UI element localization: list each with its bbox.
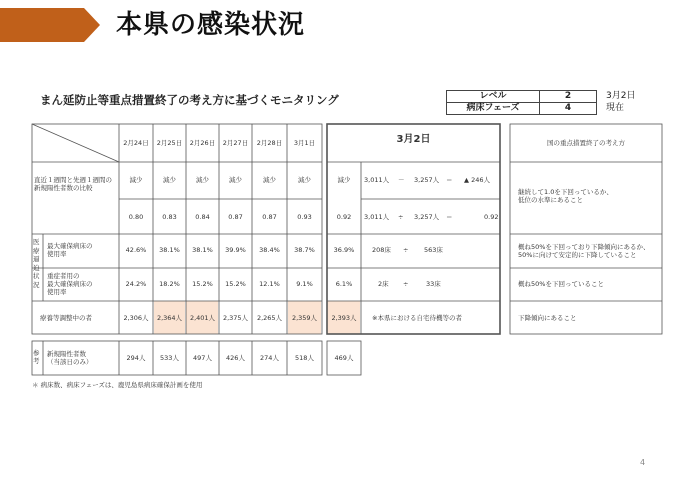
severe-usage-cell: 12.1%	[259, 280, 280, 288]
bed-calc-op: ÷	[403, 246, 409, 254]
row-label-daily-new	[47, 350, 93, 366]
bed-usage-cell: 39.9%	[225, 246, 246, 254]
daily-new-cell: 426人	[226, 354, 245, 362]
recuperation-cell: 2,375人	[222, 314, 249, 322]
severe-usage-cell: 15.2%	[225, 280, 246, 288]
severe-calc-a: 2床	[378, 280, 389, 288]
recuperation-cell: 2,306人	[123, 314, 149, 322]
bed-usage-label-line: 使用率	[47, 250, 67, 258]
calc-diff-op: －	[398, 176, 405, 184]
date-header: 2月27日	[222, 139, 249, 147]
calc-diff-eq: ＝	[446, 176, 453, 184]
severe-usage-label-line: 使用率	[47, 288, 67, 296]
trend-cell: 減少	[298, 176, 311, 184]
daily-new-cell: 518人	[295, 354, 314, 362]
bed-usage-label-line: 最大確保病床の	[47, 242, 93, 250]
calc-ratio-result: 0.92	[484, 213, 499, 221]
severe-calc-op: ÷	[403, 280, 409, 288]
recuperation-note: ※本県における自宅待機等の者	[372, 314, 462, 322]
date-header: 2月28日	[256, 139, 283, 147]
calc-diff-b: 3,257人	[414, 176, 440, 184]
as-of-date-value: 3月2日	[606, 91, 636, 101]
daily-new-cell: 497人	[193, 354, 212, 362]
daily-new-cell: 533人	[160, 354, 179, 362]
calc-ratio-op: ÷	[398, 213, 404, 221]
criteria-line: 低位の水準にあること	[518, 196, 583, 204]
current-recuperation-cell: 2,393人	[331, 314, 357, 322]
current-bed-usage-cell: 36.9%	[333, 246, 355, 254]
criteria-severe-usage: 概ね50%を下回っていること	[518, 280, 604, 288]
date-header: 2月26日	[189, 139, 216, 147]
severe-calc-b: 33床	[426, 280, 441, 288]
current-trend-cell: 減少	[337, 176, 351, 184]
criteria-header: 国の重点措置終了の考え方	[547, 139, 625, 147]
severe-usage-cell: 9.1%	[296, 280, 313, 288]
trend-cell: 減少	[263, 176, 276, 184]
criteria-line: 50%に向けて安定的に下降していること	[518, 251, 637, 259]
row-label-severe-usage	[47, 272, 93, 296]
recuperation-cell: 2,359人	[291, 314, 318, 322]
severe-usage-cell: 15.2%	[192, 280, 213, 288]
current-ratio-cell: 0.92	[336, 213, 352, 221]
recuperation-cell: 2,364人	[156, 314, 183, 322]
group-label-ref: 参考	[33, 349, 40, 365]
calc-diff-a: 3,011人	[364, 176, 390, 184]
row-label-recuperation: 療養等調整中の者	[40, 314, 92, 322]
bed-usage-cell: 38.4%	[259, 246, 280, 254]
page-title: 本県の感染状況	[116, 10, 306, 40]
bed-usage-cell: 38.1%	[159, 246, 180, 254]
group-label-medical: 医療逼迫状況	[33, 238, 40, 289]
ratio-cell: 0.83	[162, 213, 177, 221]
trend-cell: 減少	[163, 176, 176, 184]
severe-usage-label-line: 重症者用の	[47, 272, 80, 280]
daily-new-label-line: 新規陽性者数	[47, 350, 86, 358]
criteria-line: 概ね50%を下回っており下降傾向にあるか、	[518, 243, 650, 251]
phase-label: 病床フェーズ	[447, 103, 540, 115]
daily-new-cell: 274人	[260, 354, 279, 362]
bed-usage-cell: 42.6%	[125, 246, 147, 254]
as-of-date-suffix: 現在	[606, 103, 625, 113]
ratio-cell: 0.93	[297, 213, 312, 221]
ratio-cell: 0.87	[228, 213, 243, 221]
daily-new-cell: 294人	[126, 354, 146, 362]
recuperation-cell: 2,401人	[189, 314, 216, 322]
current-daily-new-cell: 469人	[334, 354, 354, 362]
current-date-header: 3月2日	[396, 134, 431, 145]
calc-ratio-eq: ＝	[446, 213, 453, 221]
criteria-line: 継続して1.0を下回っているか、	[518, 188, 613, 196]
date-header: 2月25日	[156, 139, 183, 147]
row-label-new-cases: 直近１週間と先週１週間の新規陽性者数の比較	[34, 176, 112, 192]
severe-usage-label-line: 最大確保病床の	[47, 280, 93, 288]
level-value: 2	[540, 91, 597, 103]
calc-ratio-a: 3,011人	[364, 213, 390, 221]
level-label: レベル	[447, 91, 540, 103]
criteria-bed-usage	[518, 243, 649, 259]
ratio-cell: 0.80	[128, 213, 144, 221]
ratio-cell: 0.84	[195, 213, 210, 221]
current-severe-usage-cell: 6.1%	[335, 280, 353, 288]
phase-value: 4	[540, 103, 597, 115]
bed-calc-b: 563床	[424, 246, 443, 254]
severe-usage-cell: 24.2%	[125, 280, 147, 288]
date-header: 2月24日	[123, 139, 149, 147]
date-header: 3月1日	[293, 139, 316, 147]
footnote: ＊ 病床数、病床フェーズは、鹿児島県病床確保計画を使用	[32, 381, 203, 389]
bed-usage-cell: 38.1%	[192, 246, 213, 254]
criteria-new-cases	[518, 188, 613, 204]
row-label-bed-usage	[47, 242, 93, 258]
trend-cell: 減少	[129, 176, 143, 184]
calc-diff-result: ▲ 246人	[464, 176, 490, 184]
criteria-recuperation: 下降傾向にあること	[518, 314, 577, 322]
daily-new-label-line: （当該日のみ）	[47, 358, 93, 366]
recuperation-cell: 2,265人	[256, 314, 283, 322]
bed-calc-a: 208床	[372, 246, 391, 254]
bed-usage-cell: 38.7%	[294, 246, 315, 254]
ratio-cell: 0.87	[262, 213, 277, 221]
trend-cell: 減少	[229, 176, 242, 184]
calc-ratio-b: 3,257人	[414, 213, 440, 221]
page-number: 4	[640, 458, 646, 467]
monitoring-subtitle: まん延防止等重点措置終了の考え方に基づくモニタリング	[40, 93, 339, 107]
severe-usage-cell: 18.2%	[159, 280, 180, 288]
trend-cell: 減少	[196, 176, 209, 184]
